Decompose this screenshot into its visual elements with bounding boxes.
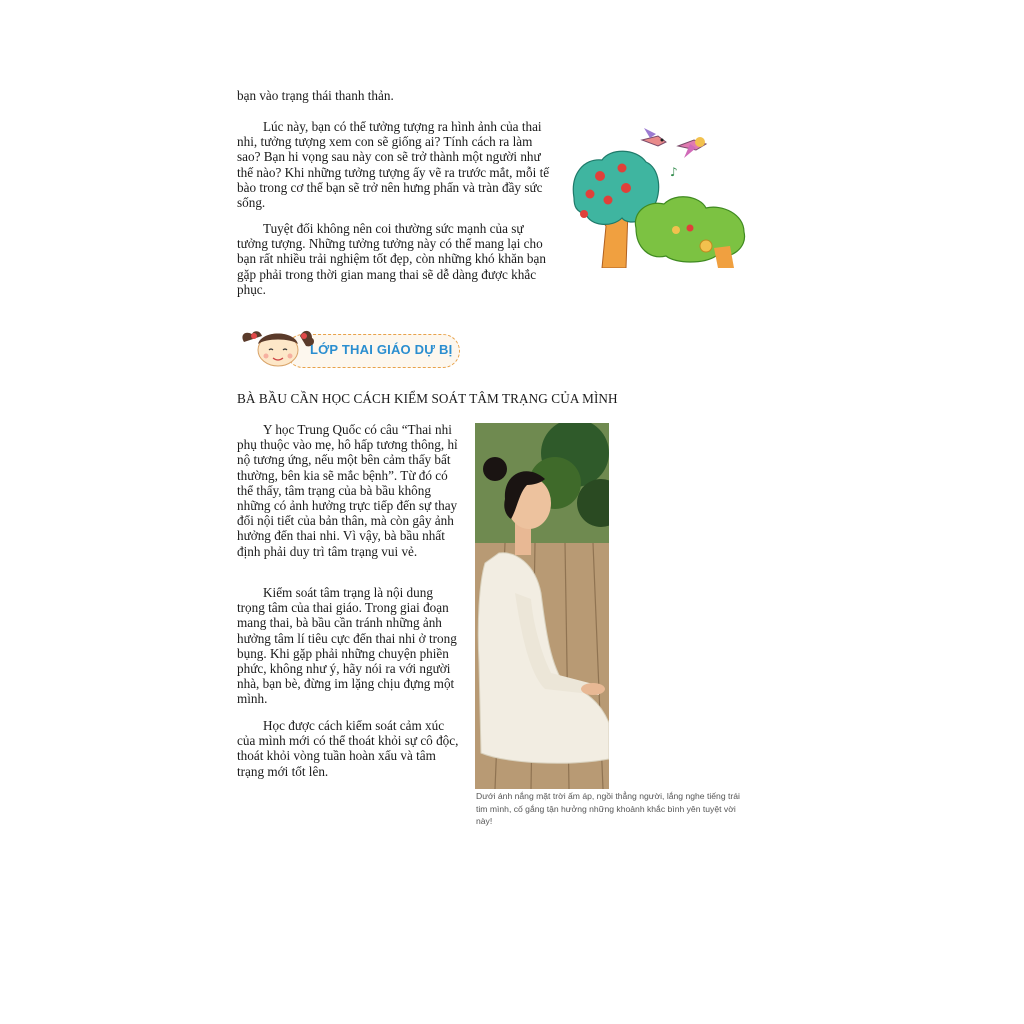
photo-caption: Dưới ánh nắng mặt trời ấm áp, ngồi thẳng người, lắng nghe tiếng trái tim mình, cố gắng tận hưởng những khoảnh khắc bình yên tuyệt vời này! xyxy=(476,791,740,826)
girl-face-icon xyxy=(238,318,318,374)
body-paragraph: Lúc này, bạn có thể tưởng tượng ra hình ảnh của thai nhi, tưởng tượng xem con sẽ giống ai? Tính cách ra làm sao? Bạn hi vọng sau này con sẽ trở thành một người như thế nào? Khi những tưởng tượng ấy vẽ ra trước mắt, mỗi tế bào trong cơ thể bạn sẽ trở nên hưng phấn và tràn đầy sức sống. xyxy=(237,119,550,211)
child-drawing-illustration xyxy=(566,118,752,268)
banner-label: LỚP THAI GIÁO DỰ BỊ xyxy=(310,342,453,357)
bird-icon xyxy=(678,137,706,158)
body-paragraph: Tuyệt đối không nên coi thường sức mạnh của sự tưởng tượng. Những tưởng tưởng này có thể mang lại cho bạn rất nhiều trải nghiệm tốt đẹp, còn những khó khăn bạn gặp phải trong thời gian mang thai sẽ dễ dàng được khắc phục. xyxy=(237,221,546,297)
body-paragraph: Học được cách kiểm soát cảm xúc của mình mới có thể thoát khỏi sự cô độc, thoát khỏi vòng tuần hoàn xấu và tâm trạng mới tốt lên. xyxy=(237,718,459,779)
section-heading: BÀ BẦU CẦN HỌC CÁCH KIỂM SOÁT TÂM TRẠNG CỦA MÌNH xyxy=(237,391,618,406)
meditating-woman-photo xyxy=(475,423,609,789)
body-paragraph: bạn vào trạng thái thanh thản. xyxy=(237,88,394,103)
svg-text:♪: ♪ xyxy=(670,165,678,179)
section-banner xyxy=(238,318,466,374)
body-paragraph: Y học Trung Quốc có câu “Thai nhi phụ thuộc vào mẹ, hô hấp tương thông, hỉ nộ tương ứng, nếu một bên cảm thấy bất thường, bên kia sẽ mắc bệnh”. Từ đó có thể thấy, tâm trạng của bà bầu không những có ảnh hưởng trực tiếp đến sự thay đổi nội tiết của bản thân, mà còn gây ảnh hưởng đến thai nhi. Vì vậy, bà bầu nhất định phải duy trì tâm trạng vui vẻ. xyxy=(237,422,458,559)
bird-icon xyxy=(642,128,666,146)
body-paragraph: Kiểm soát tâm trạng là nội dung trọng tâm của thai giáo. Trong giai đoạn mang thai, bà bầu cần tránh những ảnh hưởng tâm lí tiêu cực đến thai nhi ở trong bụng. Khi gặp phải những chuyện phiền phức, không như ý, hãy nói ra với người nhà, bạn bè, đừng im lặng chịu đựng một mình. xyxy=(237,585,457,707)
